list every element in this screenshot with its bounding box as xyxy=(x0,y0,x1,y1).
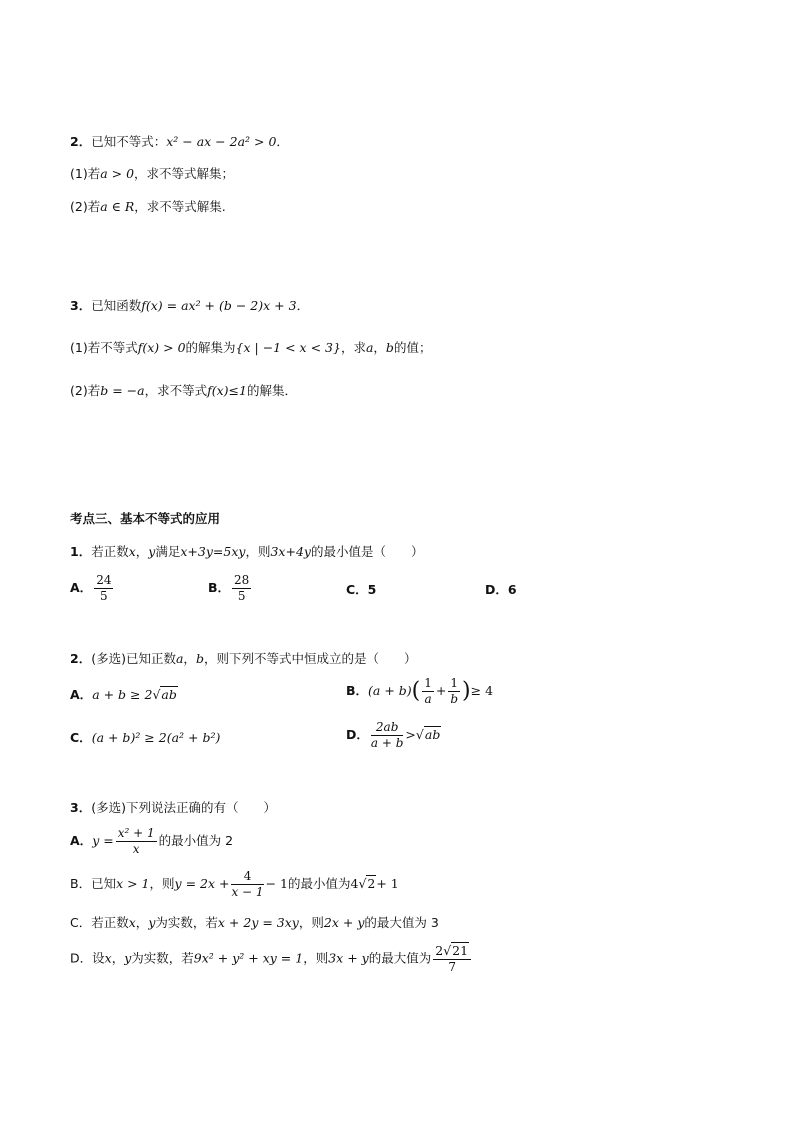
expression: y = 2x + xyxy=(174,876,230,891)
q1-option-d[interactable]: D．6 xyxy=(485,582,517,597)
numerator xyxy=(433,943,471,960)
inequality: f(x) > 0 xyxy=(137,340,186,355)
part-text: 的解集． xyxy=(246,383,297,398)
part-text: 的解集为 xyxy=(185,340,236,355)
option-label: C． xyxy=(70,730,92,745)
problem-3-part-1 xyxy=(70,339,431,357)
option-text: 的最大值为 3 xyxy=(364,915,439,930)
q2-option-b[interactable] xyxy=(346,676,493,716)
fraction xyxy=(94,573,113,604)
punct: ， xyxy=(373,340,386,355)
denominator: 5 xyxy=(237,589,246,603)
function-def: f(x) = ax² + (b − 2)x + 3 xyxy=(141,298,297,313)
var-b: b xyxy=(195,651,204,666)
condition: a ∈ R xyxy=(100,199,135,214)
question-1-stem xyxy=(70,543,423,561)
plus: + xyxy=(435,683,447,698)
fraction xyxy=(231,869,263,900)
option-label: A． xyxy=(70,580,93,595)
denominator: 5 xyxy=(100,589,108,603)
var-x: x xyxy=(128,915,136,930)
expression: a + b ≥ 2 xyxy=(92,687,153,702)
punct: ， xyxy=(135,544,149,559)
numerator: 24 xyxy=(96,573,112,587)
problem-number: 2． xyxy=(70,134,92,149)
fraction xyxy=(371,720,404,751)
denominator: a xyxy=(424,692,432,706)
denominator: b xyxy=(450,692,459,706)
q3-option-b[interactable] xyxy=(70,869,399,905)
q1-option-c[interactable]: C．5 xyxy=(346,582,377,597)
question-text: ，则下列不等式中恒成立的是（ ） xyxy=(203,651,417,666)
question-number: 1． xyxy=(70,544,92,559)
part-text: ，求不等式解集. xyxy=(134,199,226,214)
option-text: ，则 xyxy=(298,915,324,930)
option-label: B．已知 xyxy=(70,876,117,891)
condition: x > 1 xyxy=(116,876,150,891)
var-a: a xyxy=(175,651,184,666)
section-heading: 考点三、基本不等式的应用 xyxy=(70,511,221,526)
problem-2-part-1 xyxy=(70,165,234,183)
sqrt: √21 xyxy=(443,943,469,958)
var-y: y xyxy=(148,915,156,930)
problem-text: 已知函数 xyxy=(91,298,142,313)
numerator: 2ab xyxy=(371,720,404,736)
q2-option-a[interactable] xyxy=(70,686,178,704)
fraction xyxy=(116,826,157,857)
expression: 3x + y xyxy=(328,950,369,966)
part-text: ，求 xyxy=(340,340,366,355)
option-text: ，则 xyxy=(149,876,175,891)
option-text: 的最大值为 xyxy=(368,950,432,966)
option-label: B． xyxy=(346,683,369,698)
paren-open: ( xyxy=(411,678,421,704)
numerator: 28 xyxy=(234,573,250,587)
part-text: ，求不等式解集； xyxy=(134,166,235,181)
option-label: A． xyxy=(70,833,93,848)
coefficient: 2 xyxy=(435,943,444,958)
punct: ． xyxy=(276,134,289,149)
equation: x + 2y = 3xy xyxy=(217,915,299,930)
numerator: x² + 1 xyxy=(117,826,155,840)
question-text: (多选)下列说法正确的有（ ） xyxy=(91,800,276,815)
part-label: (1)若 xyxy=(70,166,101,181)
question-number: 2． xyxy=(70,651,92,666)
problem-2-stem xyxy=(70,133,289,151)
numerator: 1 xyxy=(450,676,459,690)
fraction xyxy=(433,943,471,975)
part-label: (1)若不等式 xyxy=(70,340,138,355)
equation: x+3y=5xy xyxy=(180,544,246,559)
radicand: ab xyxy=(424,727,441,742)
option-text: 为实数，若 xyxy=(155,915,218,930)
part-text: 的值； xyxy=(393,340,432,355)
paren-close: ) xyxy=(462,678,471,704)
numerator: 4 xyxy=(231,869,263,885)
expression: (a + b)² ≥ 2(a² + b²) xyxy=(91,730,221,745)
fraction xyxy=(232,573,251,604)
option-label: A． xyxy=(70,687,93,702)
part-text: ，求不等式 xyxy=(144,383,208,398)
expression: 3x+4y xyxy=(270,544,311,559)
denominator: 7 xyxy=(448,960,456,974)
inequality: f(x)≤1 xyxy=(207,383,247,398)
part-label: (2)若 xyxy=(70,199,101,214)
q3-option-d[interactable] xyxy=(70,943,473,979)
q3-option-a[interactable] xyxy=(70,826,233,862)
var-a: a xyxy=(365,340,374,355)
punct: ， xyxy=(111,950,125,966)
question-text: ，则 xyxy=(245,544,271,559)
expression: − 1 xyxy=(265,876,288,891)
q3-option-c[interactable] xyxy=(70,914,439,932)
fraction xyxy=(422,676,434,707)
sqrt: √ab xyxy=(415,727,441,742)
radicand: ab xyxy=(161,687,177,702)
fraction xyxy=(448,676,460,707)
value: 4 xyxy=(350,876,359,891)
sqrt: √ab xyxy=(152,687,177,702)
problem-3-stem xyxy=(70,297,309,315)
equation: 9x² + y² + xy = 1 xyxy=(193,950,304,966)
question-text: 若正数 xyxy=(91,544,129,559)
problem-text: 已知不等式： xyxy=(91,134,167,149)
condition: a > 0 xyxy=(100,166,135,181)
expression: (a + b) xyxy=(368,683,412,698)
part-label: (2)若 xyxy=(70,383,101,398)
option-label: C．若正数 xyxy=(70,915,129,930)
punct: ． xyxy=(296,298,310,313)
problem-3-part-2 xyxy=(70,382,297,400)
value: + 1 xyxy=(376,876,399,891)
expression: ≥ 4 xyxy=(470,683,494,698)
problem-number: 3． xyxy=(70,298,92,313)
expression: y = xyxy=(92,833,114,848)
question-text: 满足 xyxy=(155,544,181,559)
denominator: a + b xyxy=(370,736,404,750)
expression: 2x + y xyxy=(323,915,365,930)
q2-option-c[interactable] xyxy=(70,729,220,747)
option-label: D． xyxy=(346,727,369,742)
condition: b = −a xyxy=(100,383,145,398)
question-3-stem xyxy=(70,799,276,817)
question-text: (多选)已知正数 xyxy=(91,651,176,666)
option-label: D．设 xyxy=(70,950,105,966)
punct: ， xyxy=(183,651,196,666)
var-y: y xyxy=(124,950,132,966)
var-x: x xyxy=(104,950,112,966)
var-y: y xyxy=(148,544,156,559)
var-x: x xyxy=(128,544,136,559)
problem-2-part-2 xyxy=(70,198,226,216)
solution-set: {x | −1 < x < 3} xyxy=(235,340,341,355)
question-text: 的最小值是（ ） xyxy=(310,544,424,559)
option-text: 的最小值为 2 xyxy=(158,833,234,848)
radicand: 2 xyxy=(367,876,376,891)
inequality: x² − ax − 2a² > 0 xyxy=(166,134,277,149)
q2-option-d[interactable] xyxy=(346,720,441,756)
numerator: 1 xyxy=(424,676,432,690)
option-text: 为实数，若 xyxy=(131,950,194,966)
q1-option-b[interactable] xyxy=(208,573,253,609)
sqrt: √2 xyxy=(358,876,376,891)
denominator: x − 1 xyxy=(231,885,264,899)
denominator: x xyxy=(132,842,140,856)
question-number: 3． xyxy=(70,800,92,815)
var-b: b xyxy=(385,340,394,355)
option-label: B． xyxy=(208,580,231,595)
question-2-stem xyxy=(70,650,416,668)
radicand: 21 xyxy=(452,943,469,958)
option-text: ，则 xyxy=(303,950,329,966)
option-text: 的最小值为 xyxy=(287,876,351,891)
gt: > xyxy=(405,727,416,742)
q1-option-a[interactable] xyxy=(70,573,115,609)
punct: ， xyxy=(135,915,149,930)
